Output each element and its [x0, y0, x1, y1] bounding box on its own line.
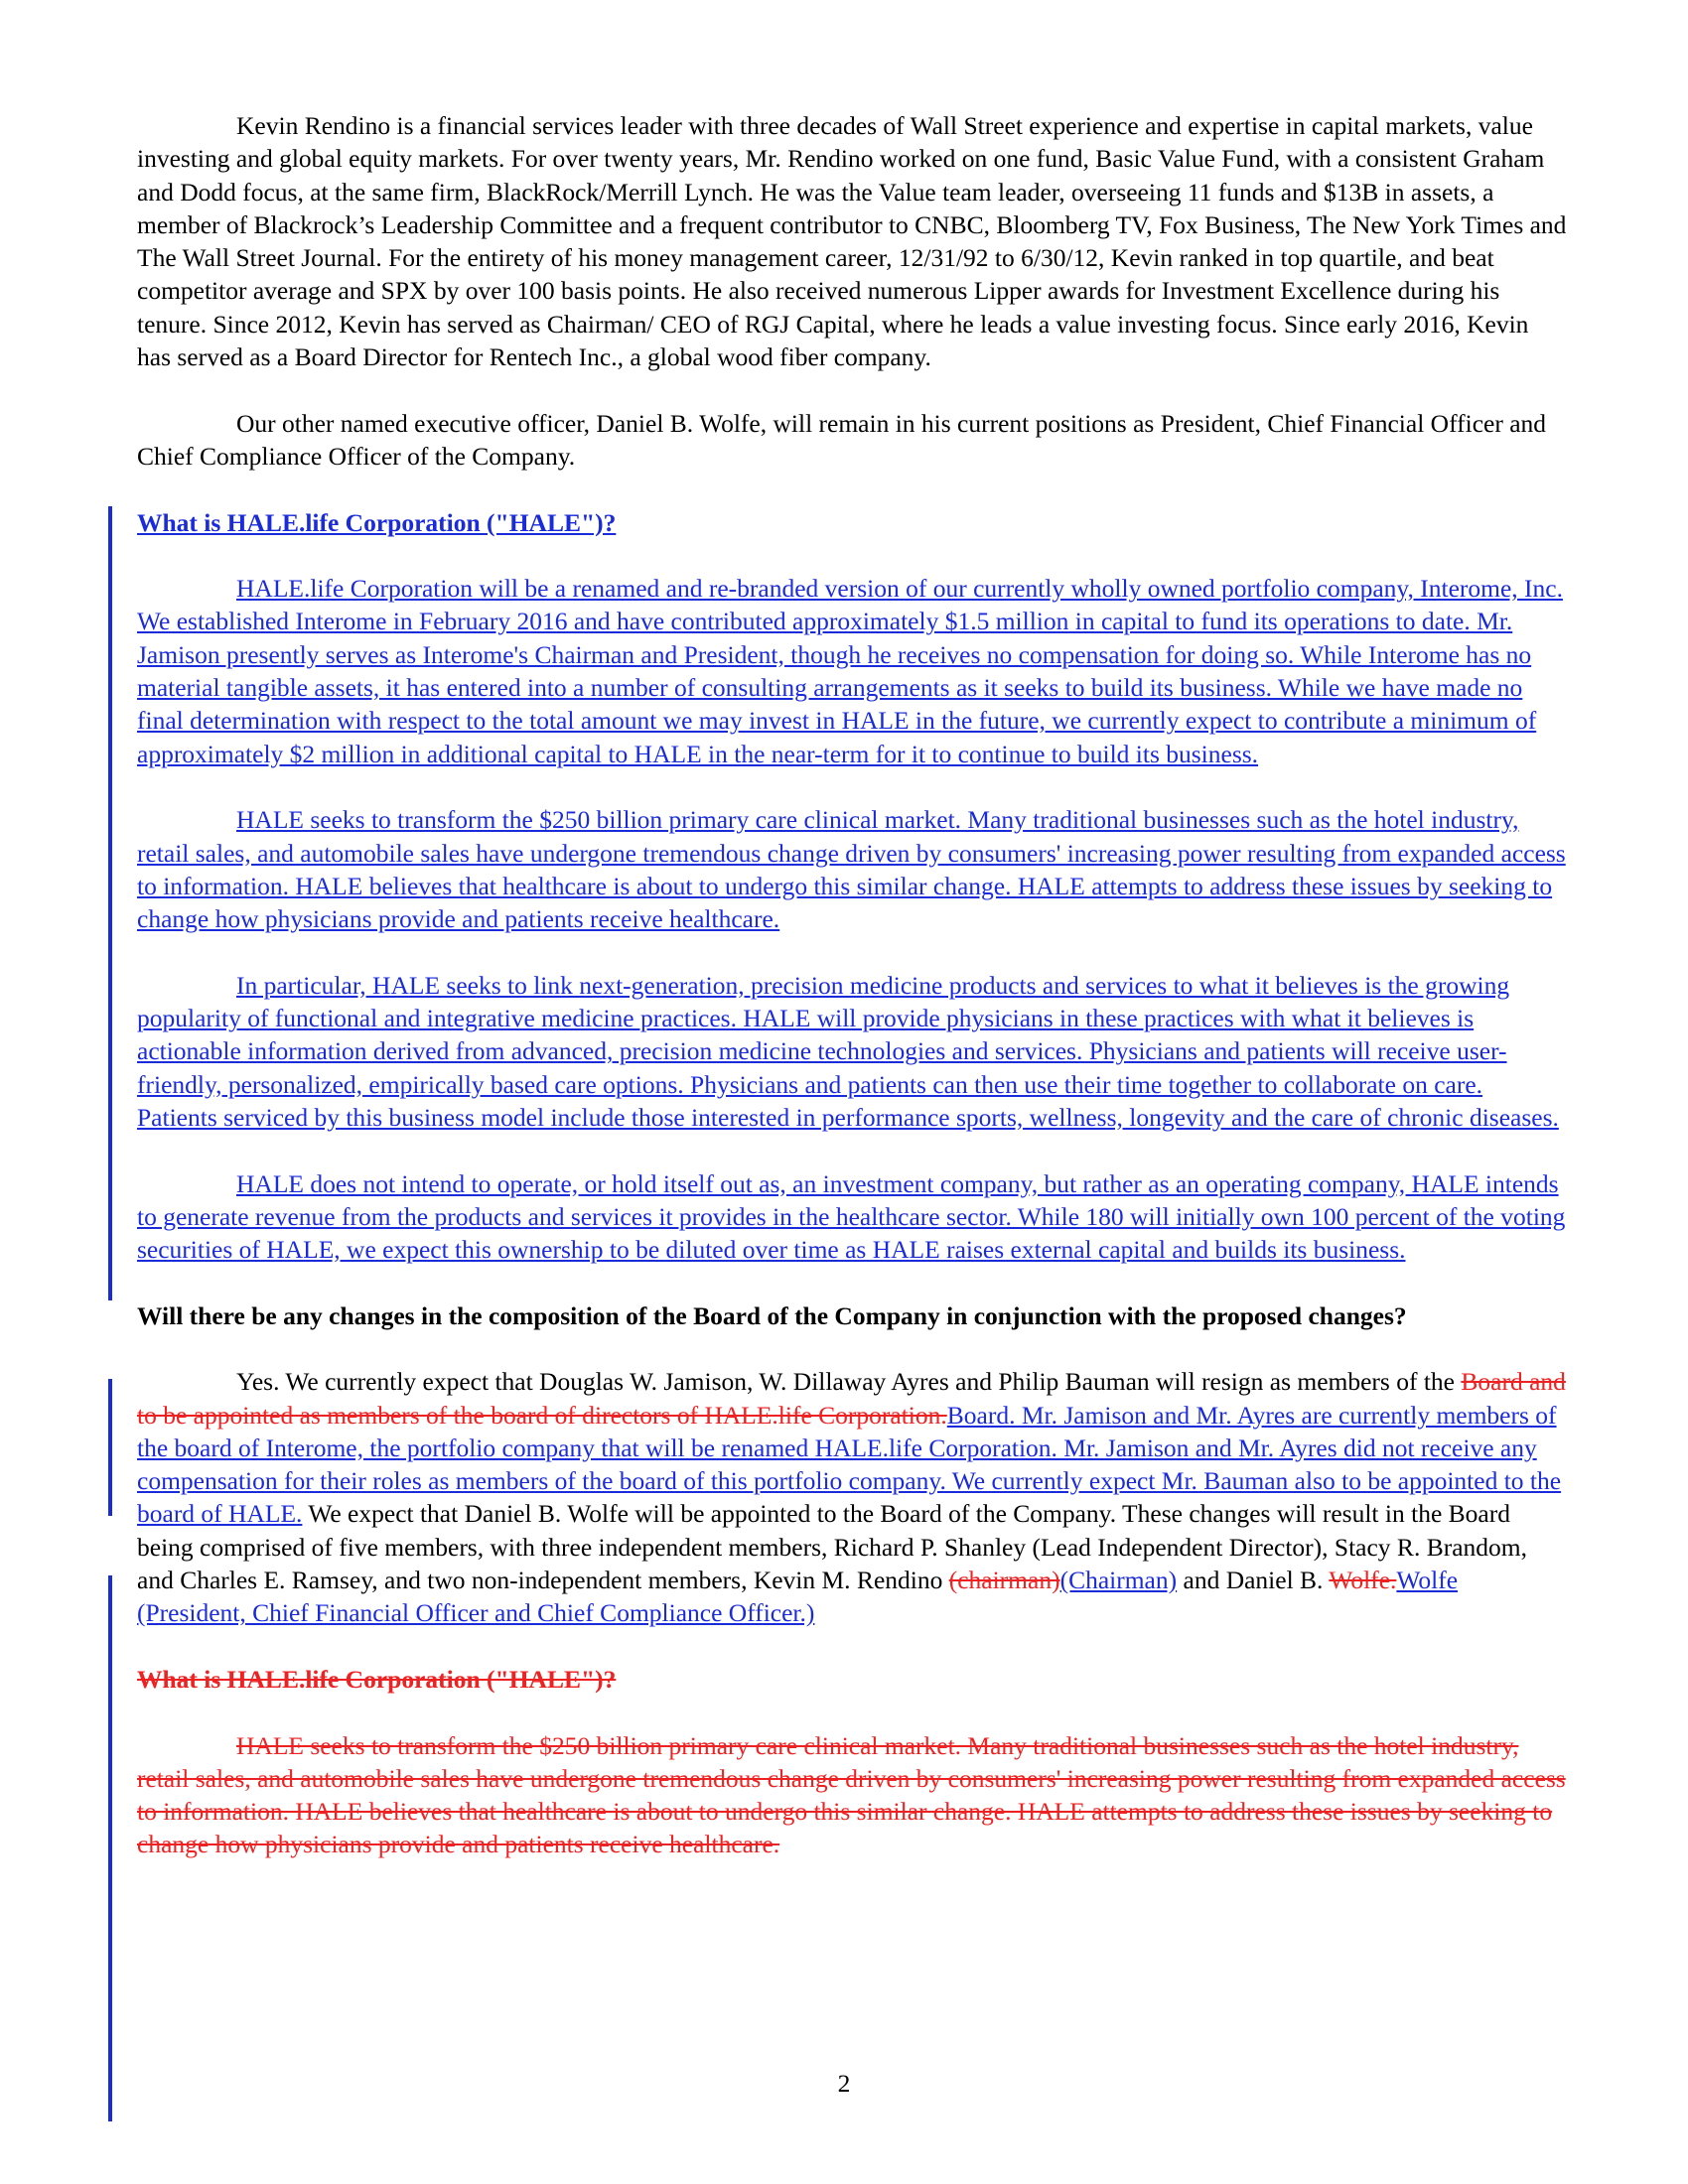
paragraph-hale-precision	[137, 969, 1567, 1134]
board-composition-section	[137, 1365, 1567, 1860]
inserted-text: Board. Mr. Jamison and Mr. Ayres are currently members of the board of Interome, the portfolio company that will be renamed HALE.life Corporation. Mr. Jamison and Mr. Ayres did not receive any compensation for their roles as members of the board of this portfolio company. We currently expect Mr. Bauman also to be appointed to the board of HALE.	[137, 1400, 1562, 1529]
inserted-text: HALE does not intend to operate, or hold itself out as, an investment company, but rather as an operating company, HALE intends to generate revenue from the products and services it provides in the healthcare sector. While 180 will initially own 100 percent of the voting securities of HALE, we expect this ownership to be diluted over time as HALE raises external capital and builds its business.	[137, 1168, 1566, 1265]
spacer	[137, 1266, 1567, 1298]
spacer	[137, 1332, 1567, 1365]
paragraph-hale-renamed	[137, 572, 1567, 770]
paragraph-wolfe: Our other named executive officer, Daniel B. Wolfe, will remain in his current positions as President, Chief Financial Officer and Chief Compliance Officer of the Company.	[137, 408, 1547, 471]
inserted-heading-text: What is HALE.life Corporation ("HALE")?	[137, 507, 617, 537]
change-bar	[108, 506, 112, 1197]
heading-what-is-hale-inserted	[137, 506, 1567, 539]
inserted-operating-section	[137, 1167, 1567, 1267]
spacer	[137, 770, 1567, 803]
spacer	[137, 473, 1567, 505]
document-page	[137, 109, 1567, 1861]
inserted-hale-section	[137, 506, 1567, 1135]
deleted-text: Wolfe.	[1329, 1566, 1397, 1595]
change-bar	[108, 1575, 112, 2121]
change-bar	[108, 1161, 112, 1300]
spacer	[137, 1630, 1567, 1663]
inserted-text: Wolfe (President, Chief Financial Officer and Chief Compliance Officer.)	[137, 1566, 1459, 1628]
heading-what-is-hale-deleted	[137, 1663, 1567, 1696]
inserted-text: HALE seeks to transform the $250 billion primary care clinical market. Many traditional businesses such as the hotel industry, retail sales, and automobile sales have undergone tremendous change driven by consumers' increasing power resulting from expanded access to information. HALE believes that healthcare is about to undergo this similar change. HALE attempts to address these issues by seeking to change how physicians provide and patients receive healthcare.	[137, 805, 1566, 934]
text-run: and Daniel B.	[1177, 1566, 1330, 1595]
text-run: Yes. We currently expect that Douglas W. Jamison, W. Dillaway Ayres and Philip Bauman will resign as members of the	[236, 1367, 1462, 1397]
paragraph-board-changes	[137, 1365, 1567, 1629]
paragraph-hale-transform-deleted	[137, 1729, 1567, 1861]
page-number: 2	[837, 2069, 851, 2098]
deleted-text: Board and to be appointed as members of the board of directors of HALE.life Corporation.	[137, 1367, 1566, 1430]
spacer	[137, 935, 1567, 968]
paragraph-rendino-bio: Kevin Rendino is a financial services leader with three decades of Wall Street experience and expertise in capital markets, value investing and global equity markets. For over twenty years, Mr. Rendino worked on one fund, Basic Value Fund, with a consistent Graham and Dodd focus, at the same firm, BlackRock/Merrill Lynch. He was the Value team leader, overseeing 11 funds and $13B in assets, a member of Blackrock’s Leadership Committee and a frequent contributor to CNBC, Bloomberg TV, Fox Business, The New York Times and The Wall Street Journal. For the entirety of his money management career, 12/31/92 to 6/30/12, Kevin ranked in top quartile, and beat competitor average and SPX by over 100 basis points. He also received numerous Lipper awards for Investment Excellence during his tenure. Since 2012, Kevin has served as Chairman/ CEO of RGJ Capital, where he leads a value investing focus. Since early 2016, Kevin has served as a Board Director for Rentech Inc., a global wood fiber company.	[137, 111, 1567, 372]
deleted-text: (chairman)	[948, 1566, 1060, 1595]
paragraph-hale-operating	[137, 1167, 1567, 1267]
inserted-text: (Chairman)	[1059, 1566, 1178, 1595]
change-bar	[108, 1379, 112, 1516]
spacer	[137, 1134, 1567, 1166]
inserted-text: In particular, HALE seeks to link next-generation, precision medicine products and services to what it believes is the growing popularity of functional and integrative medicine practices. HALE will provide physicians in these practices with what it believes is actionable information derived from advanced, precision medicine technologies and services. Physicians and patients will receive user-friendly, personalized, empirically based care options. Physicians and patients can then use their time together to collaborate on care. Patients serviced by this business model include those interested in performance sports, wellness, longevity and the care of chronic diseases.	[137, 970, 1559, 1132]
inserted-text: HALE.life Corporation will be a renamed and re-branded version of our currently wholly owned portfolio company, Interome, Inc. We established Interome in February 2016 and have contributed approximately $1.5 million in capital to fund its operations to date. Mr. Jamison presently serves as Interome's Chairman and President, though he receives no compensation for doing so. While Interome has no material tangible assets, it has entered into a number of consulting arrangements as it seeks to build its business. While we have made no final determination with respect to the total amount we may invest in HALE in the future, we currently expect to contribute a minimum of approximately $2 million in additional capital to HALE in the near-term for it to continue to build its business.	[137, 574, 1563, 768]
spacer	[137, 539, 1567, 572]
spacer	[137, 373, 1567, 406]
paragraph-hale-transform	[137, 803, 1567, 935]
heading-board-changes: Will there be any changes in the composition of the Board of the Company in conjunction with the proposed changes?	[137, 1300, 1407, 1330]
deleted-text: HALE seeks to transform the $250 billion primary care clinical market. Many traditional businesses such as the hotel industry, retail sales, and automobile sales have undergone tremendous change driven by consumers' increasing power resulting from expanded access to information. HALE believes that healthcare is about to undergo this similar change. HALE attempts to address these issues by seeking to change how physicians provide and patients receive healthcare.	[137, 1730, 1566, 1859]
deleted-heading-text: What is HALE.life Corporation ("HALE")?	[137, 1664, 617, 1694]
spacer	[137, 1696, 1567, 1728]
text-run: We expect that Daniel B. Wolfe will be appointed to the Board of the Company. These changes will result in the Board being comprised of five members, with three independent members, Richard P. Shanley (Lead Independent Director), Stacy R. Brandom, and Charles E. Ramsey, and two non-independent members, Kevin M. Rendino	[137, 1499, 1527, 1595]
